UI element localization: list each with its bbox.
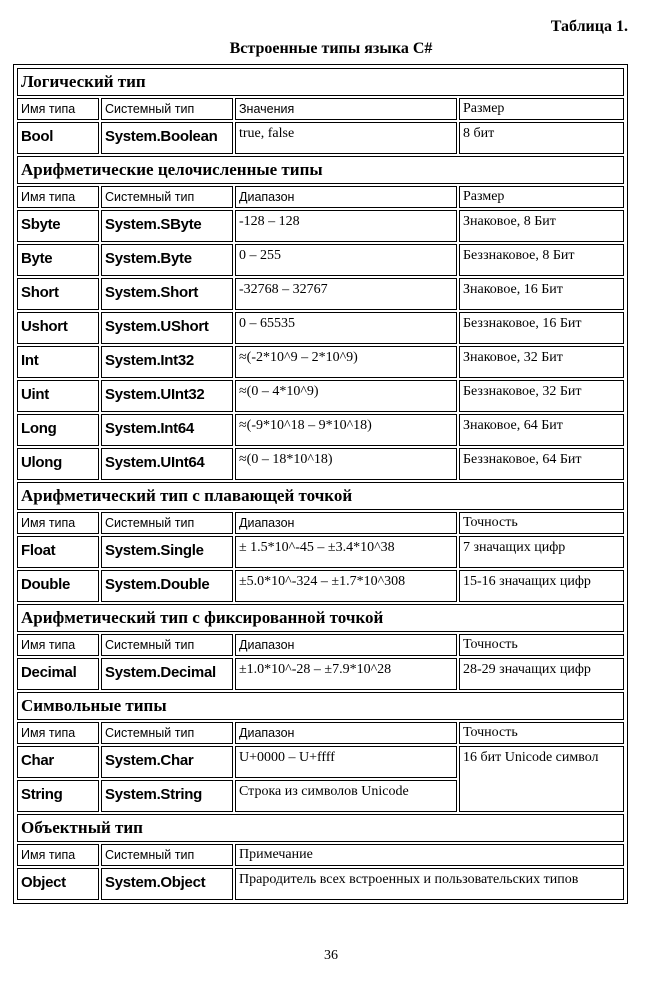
column-header: Системный тип bbox=[101, 98, 233, 120]
range-cell: ≈(-9*10^18 – 9*10^18) bbox=[235, 414, 457, 446]
column-header: Размер bbox=[459, 98, 624, 120]
system-type-cell: System.UShort bbox=[101, 312, 233, 344]
range-cell: 0 – 65535 bbox=[235, 312, 457, 344]
table-row bbox=[17, 448, 624, 480]
section-heading-row bbox=[17, 156, 624, 184]
column-header-row bbox=[17, 722, 624, 744]
column-header: Системный тип bbox=[101, 512, 233, 534]
type-name-cell: Short bbox=[17, 278, 99, 310]
column-header-row bbox=[17, 634, 624, 656]
section-heading: Арифметический тип с фиксированной точкой bbox=[17, 604, 624, 632]
type-name-cell: Decimal bbox=[17, 658, 99, 690]
column-header-row bbox=[17, 186, 624, 208]
table-row bbox=[17, 312, 624, 344]
types-table bbox=[15, 66, 626, 902]
range-cell: 0 – 255 bbox=[235, 244, 457, 276]
column-header: Диапазон bbox=[235, 722, 457, 744]
type-name-cell: String bbox=[17, 780, 99, 812]
section-heading-row bbox=[17, 482, 624, 510]
system-type-cell: System.UInt32 bbox=[101, 380, 233, 412]
system-type-cell: System.String bbox=[101, 780, 233, 812]
system-type-cell: System.Char bbox=[101, 746, 233, 778]
type-name-cell: Uint bbox=[17, 380, 99, 412]
type-name-cell: Bool bbox=[17, 122, 99, 154]
system-type-cell: System.Single bbox=[101, 536, 233, 568]
section-heading-row bbox=[17, 814, 624, 842]
column-header: Системный тип bbox=[101, 844, 233, 866]
values-cell: true, false bbox=[235, 122, 457, 154]
type-name-cell: Ushort bbox=[17, 312, 99, 344]
column-header: Имя типа bbox=[17, 98, 99, 120]
section-heading: Объектный тип bbox=[17, 814, 624, 842]
table-row bbox=[17, 658, 624, 690]
column-header: Системный тип bbox=[101, 634, 233, 656]
table-row bbox=[17, 278, 624, 310]
column-header: Диапазон bbox=[235, 512, 457, 534]
size-cell: Знаковое, 32 Бит bbox=[459, 346, 624, 378]
types-table-frame bbox=[13, 64, 628, 904]
system-type-cell: System.Object bbox=[101, 868, 233, 900]
table-row bbox=[17, 570, 624, 602]
range-cell: -128 – 128 bbox=[235, 210, 457, 242]
size-cell: Беззнаковое, 32 Бит bbox=[459, 380, 624, 412]
type-name-cell: Double bbox=[17, 570, 99, 602]
column-header: Точность bbox=[459, 634, 624, 656]
column-header: Системный тип bbox=[101, 186, 233, 208]
range-cell: U+0000 – U+ffff bbox=[235, 746, 457, 778]
system-type-cell: System.Int64 bbox=[101, 414, 233, 446]
system-type-cell: System.Boolean bbox=[101, 122, 233, 154]
size-cell: Беззнаковое, 64 Бит bbox=[459, 448, 624, 480]
column-header: Имя типа bbox=[17, 722, 99, 744]
column-header-row bbox=[17, 844, 624, 866]
column-header: Точность bbox=[459, 722, 624, 744]
column-header: Диапазон bbox=[235, 186, 457, 208]
section-heading-row bbox=[17, 692, 624, 720]
section-heading-row bbox=[17, 604, 624, 632]
table-row bbox=[17, 346, 624, 378]
system-type-cell: System.Decimal bbox=[101, 658, 233, 690]
range-cell: ≈(0 – 18*10^18) bbox=[235, 448, 457, 480]
section-heading: Арифметический тип с плавающей точкой bbox=[17, 482, 624, 510]
column-header: Значения bbox=[235, 98, 457, 120]
table-row bbox=[17, 536, 624, 568]
system-type-cell: System.Short bbox=[101, 278, 233, 310]
size-cell: Беззнаковое, 16 Бит bbox=[459, 312, 624, 344]
size-cell: Знаковое, 16 Бит bbox=[459, 278, 624, 310]
table-caption: Таблица 1. bbox=[550, 18, 628, 35]
column-header: Примечание bbox=[235, 844, 624, 866]
range-cell: Строка из символов Unicode bbox=[235, 780, 457, 812]
range-cell: ≈(-2*10^9 – 2*10^9) bbox=[235, 346, 457, 378]
size-cell: 8 бит bbox=[459, 122, 624, 154]
section-heading: Символьные типы bbox=[17, 692, 624, 720]
section-heading: Логический тип bbox=[17, 68, 624, 96]
system-type-cell: System.Byte bbox=[101, 244, 233, 276]
range-cell: ±1.0*10^-28 – ±7.9*10^28 bbox=[235, 658, 457, 690]
precision-cell: 28-29 значащих цифр bbox=[459, 658, 624, 690]
system-type-cell: System.SByte bbox=[101, 210, 233, 242]
table-row bbox=[17, 746, 624, 778]
table-row bbox=[17, 244, 624, 276]
precision-cell: 7 значащих цифр bbox=[459, 536, 624, 568]
page-title: Встроенные типы языка C# bbox=[229, 40, 433, 57]
size-cell: Знаковое, 8 Бит bbox=[459, 210, 624, 242]
system-type-cell: System.Int32 bbox=[101, 346, 233, 378]
table-row bbox=[17, 414, 624, 446]
column-header: Размер bbox=[459, 186, 624, 208]
note-cell: Прародитель всех встроенных и пользовательских типов bbox=[235, 868, 624, 900]
table-row bbox=[17, 210, 624, 242]
type-name-cell: Char bbox=[17, 746, 99, 778]
system-type-cell: System.Double bbox=[101, 570, 233, 602]
column-header: Точность bbox=[459, 512, 624, 534]
precision-cell-merged: 16 бит Unicode символ bbox=[459, 746, 624, 812]
type-name-cell: Object bbox=[17, 868, 99, 900]
range-cell: ≈(0 – 4*10^9) bbox=[235, 380, 457, 412]
column-header-row bbox=[17, 98, 624, 120]
range-cell: ±5.0*10^-324 – ±1.7*10^308 bbox=[235, 570, 457, 602]
type-name-cell: Float bbox=[17, 536, 99, 568]
column-header: Имя типа bbox=[17, 844, 99, 866]
size-cell: Знаковое, 64 Бит bbox=[459, 414, 624, 446]
table-row bbox=[17, 122, 624, 154]
precision-cell: 15-16 значащих цифр bbox=[459, 570, 624, 602]
size-cell: Беззнаковое, 8 Бит bbox=[459, 244, 624, 276]
system-type-cell: System.UInt64 bbox=[101, 448, 233, 480]
table-row bbox=[17, 868, 624, 900]
type-name-cell: Byte bbox=[17, 244, 99, 276]
range-cell: ± 1.5*10^-45 – ±3.4*10^38 bbox=[235, 536, 457, 568]
column-header: Имя типа bbox=[17, 634, 99, 656]
type-name-cell: Ulong bbox=[17, 448, 99, 480]
range-cell: -32768 – 32767 bbox=[235, 278, 457, 310]
type-name-cell: Int bbox=[17, 346, 99, 378]
page-number: 36 bbox=[324, 948, 338, 963]
section-heading-row bbox=[17, 68, 624, 96]
column-header: Имя типа bbox=[17, 186, 99, 208]
column-header-row bbox=[17, 512, 624, 534]
type-name-cell: Long bbox=[17, 414, 99, 446]
type-name-cell: Sbyte bbox=[17, 210, 99, 242]
section-heading: Арифметические целочисленные типы bbox=[17, 156, 624, 184]
column-header: Диапазон bbox=[235, 634, 457, 656]
table-row bbox=[17, 380, 624, 412]
column-header: Имя типа bbox=[17, 512, 99, 534]
column-header: Системный тип bbox=[101, 722, 233, 744]
